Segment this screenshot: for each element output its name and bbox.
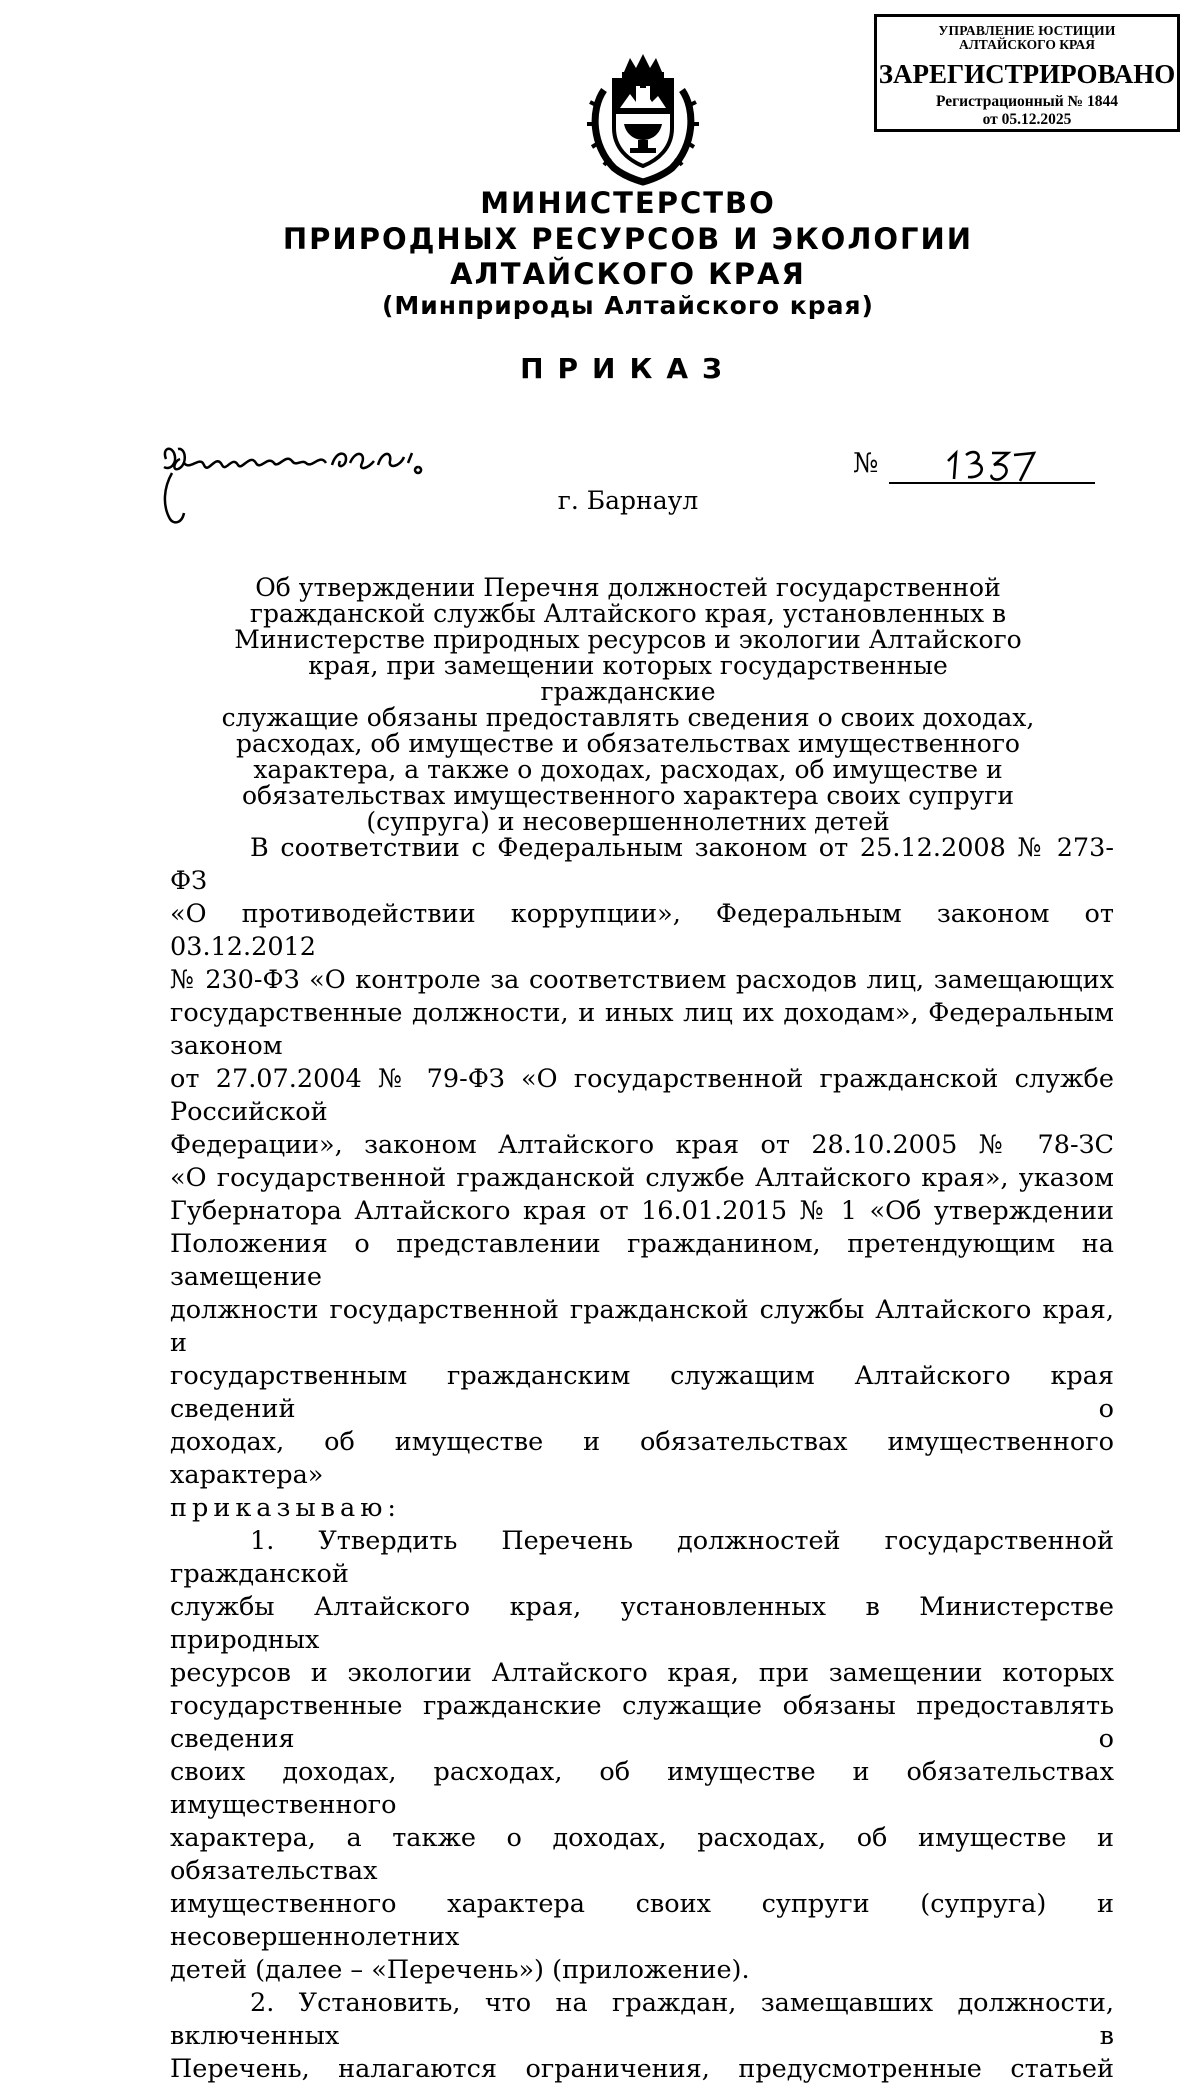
document-type: ПРИКАЗ: [520, 352, 736, 385]
body-line: «О государственной гражданской службе Алтайского края», указом: [170, 1163, 1114, 1193]
order-title: [220, 575, 1036, 835]
title-line: обязательствах имущественного характера своих супруги: [241, 781, 1015, 810]
body-line: 2. Установить, что на граждан, замещавших должности, включенных в: [170, 1988, 1114, 2051]
body-line: Положения о представлении гражданином, претендующим на замещение: [170, 1229, 1114, 1292]
title-line: (супруга) и несовершеннолетних детей: [366, 807, 890, 836]
stamp-reg-date: от 05.12.2025: [982, 111, 1072, 128]
ministry-name-line3: АЛТАЙСКОГО КРАЯ: [450, 257, 806, 291]
body-line: ресурсов и экологии Алтайского края, при замещении которых: [170, 1658, 1114, 1688]
registration-stamp: [874, 14, 1180, 132]
body-line: Перечень, налагаются ограничения, предусмотренные статьей: [170, 2054, 1114, 2084]
body-line: характера, а также о доходах, расходах, об имуществе и обязательствах: [170, 1823, 1114, 1886]
body-line: приказываю:: [170, 1493, 402, 1523]
city: г. Барнаул: [557, 486, 699, 515]
title-line: гражданской службы Алтайского края, установленных в: [249, 599, 1007, 628]
title-line: характера, а также о доходах, расходах, об имуществе и: [253, 755, 1003, 784]
body-line: от 27.07.2004 № 79-ФЗ «О государственной гражданской службе Российской: [170, 1064, 1114, 1127]
body-line: Губернатора Алтайского края от 16.01.2015 № 1 «Об утверждении: [170, 1196, 1114, 1226]
number-sign: №: [853, 448, 879, 479]
body-line: государственные гражданские служащие обязаны предоставлять сведения о: [170, 1691, 1114, 1754]
body-line: «О противодействии коррупции», Федеральным законом от 03.12.2012: [170, 899, 1114, 962]
handwritten-number: [942, 445, 1042, 485]
body-line: № 230-ФЗ «О контроле за соответствием расходов лиц, замещающих: [170, 965, 1114, 995]
body-line: доходах, об имуществе и обязательствах имущественного характера»: [170, 1427, 1114, 1490]
body-line: своих доходах, расходах, об имуществе и обязательствах имущественного: [170, 1757, 1114, 1820]
ministry-short-name: (Минприроды Алтайского края): [381, 291, 874, 320]
title-line: края, при замещении которых государственные гражданские: [308, 651, 948, 706]
stamp-authority-line1: УПРАВЛЕНИЕ ЮСТИЦИИ: [938, 23, 1116, 38]
body-line: государственным гражданским служащим Алтайского края сведений о: [170, 1361, 1114, 1424]
stamp-status: ЗАРЕГИСТРИРОВАНО: [878, 59, 1176, 89]
title-line: служащие обязаны предоставлять сведения о своих доходах,: [221, 703, 1035, 732]
body-line: 1. Утвердить Перечень должностей государственной гражданской: [170, 1526, 1114, 1589]
body-line: должности государственной гражданской службы Алтайского края, и: [170, 1295, 1114, 1358]
ministry-name-line1: МИНИСТЕРСТВО: [480, 186, 776, 220]
ministry-name-line2: ПРИРОДНЫХ РЕСУРСОВ И ЭКОЛОГИИ: [282, 222, 974, 256]
body-line: детей (далее – «Перечень») (приложение).: [170, 1955, 750, 1985]
body-line: В соответствии с Федеральным законом от 25.12.2008 № 273-ФЗ: [170, 833, 1114, 896]
title-line: расходах, об имуществе и обязательствах имущественного: [236, 729, 1020, 758]
body-line: Федерации», законом Алтайского края от 28.10.2005 № 78-ЗС: [170, 1130, 1114, 1160]
title-line: Об утверждении Перечня должностей государственной: [255, 573, 1001, 602]
title-line: Министерстве природных ресурсов и экологии Алтайского: [234, 625, 1022, 654]
stamp-reg-number: Регистрационный № 1844: [936, 93, 1118, 110]
body-line: имущественного характера своих супруги (супруга) и несовершеннолетних: [170, 1889, 1114, 1952]
body-line: государственные должности, и иных лиц их доходам», Федеральным законом: [170, 998, 1114, 1061]
stamp-authority-line2: АЛТАЙСКОГО КРАЯ: [958, 37, 1096, 52]
coat-of-arms-icon: [584, 50, 702, 186]
order-body: [170, 832, 1114, 2086]
body-line: службы Алтайского края, установленных в Министерстве природных: [170, 1592, 1114, 1655]
